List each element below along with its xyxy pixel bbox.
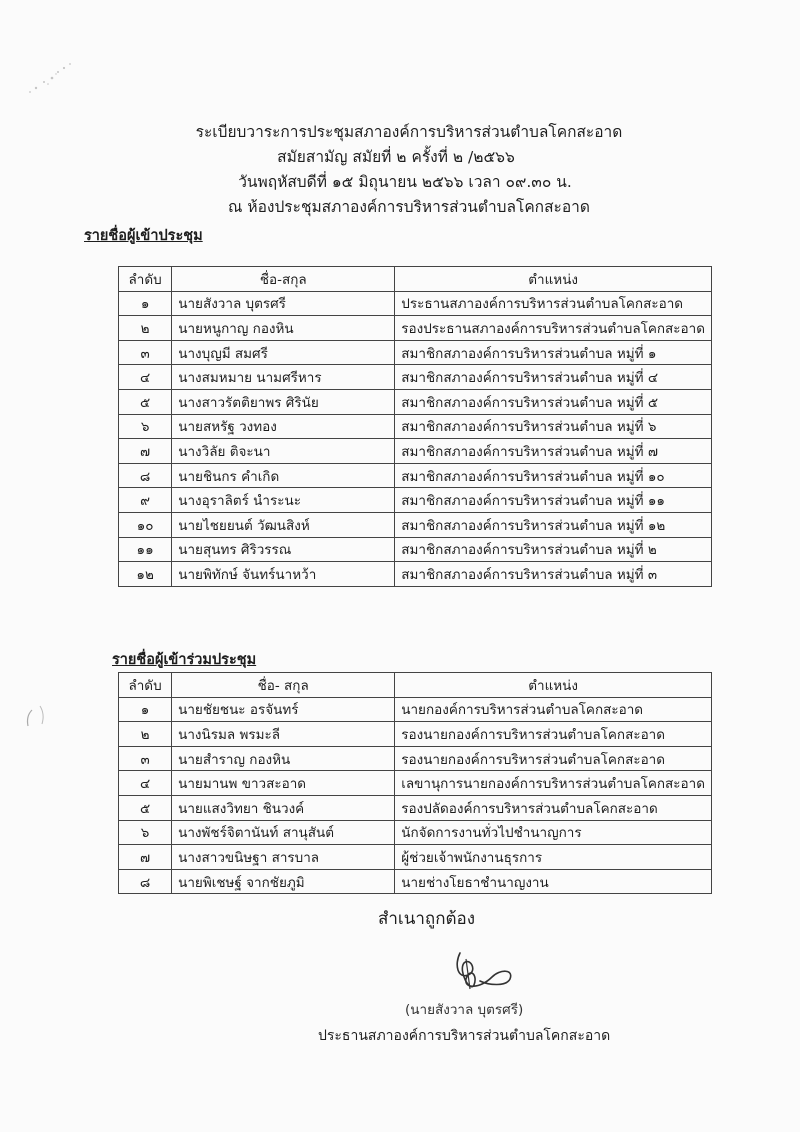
member-position: สมาชิกสภาองค์การบริหารส่วนตำบล หมู่ที่ ๒	[395, 537, 712, 562]
row-number: ๕	[119, 389, 172, 414]
member-position: สมาชิกสภาองค์การบริหารส่วนตำบล หมู่ที่ ๑๑	[395, 488, 712, 513]
table-row	[119, 771, 712, 796]
member-name: นางสาวรัตติยาพร ศิรินัย	[172, 389, 395, 414]
row-number: ๗	[119, 439, 172, 464]
row-number: ๑๒	[119, 562, 172, 587]
table-row	[119, 340, 712, 365]
table-row	[119, 697, 712, 722]
member-position: สมาชิกสภาองค์การบริหารส่วนตำบล หมู่ที่ ๔	[395, 365, 712, 390]
member-name: นายพิทักษ์ จันทร์นาหว้า	[172, 562, 395, 587]
member-name: นายชินกร คำเกิด	[172, 463, 395, 488]
member-name: นายพิเชษฐ์ จากชัยภูมิ	[172, 869, 395, 894]
member-name: นางพัชร์จิตานันท์ สานุสันต์	[172, 820, 395, 845]
row-number: ๘	[119, 869, 172, 894]
member-name: นายไชยยนต์ วัฒนสิงห์	[172, 512, 395, 537]
member-position: นายกองค์การบริหารส่วนตำบลโคกสะอาด	[395, 697, 712, 722]
agenda-title: ระเบียบวาระการประชุมสภาองค์การบริหารส่วนตำบลโคกสะอาด	[195, 123, 623, 141]
table-row	[119, 463, 712, 488]
member-position: นายช่างโยธาชำนาญงาน	[395, 869, 712, 894]
member-position: เลขานุการนายกองค์การบริหารส่วนตำบลโคกสะอาด	[395, 771, 712, 796]
attendees-table	[118, 266, 712, 587]
member-name: นางสมหมาย นามศรีหาร	[172, 365, 395, 390]
member-position: สมาชิกสภาองค์การบริหารส่วนตำบล หมู่ที่ ๗	[395, 439, 712, 464]
table-row	[119, 562, 712, 587]
table-row	[119, 746, 712, 771]
member-name: นางวิลัย ติจะนา	[172, 439, 395, 464]
table-row	[119, 869, 712, 894]
row-number: ๓	[119, 746, 172, 771]
member-name: นายสำราญ กองหิน	[172, 746, 395, 771]
signer-name: (นายสังวาล บุตรศรี)	[405, 1002, 524, 1018]
member-position: นักจัดการงานทั่วไปชำนาญการ	[395, 820, 712, 845]
member-name: นางอุราลิตร์ นำระนะ	[172, 488, 395, 513]
column-header-position: ตำแหน่ง	[395, 267, 712, 292]
table-row	[119, 845, 712, 870]
member-position: สมาชิกสภาองค์การบริหารส่วนตำบล หมู่ที่ ๕	[395, 389, 712, 414]
row-number: ๕	[119, 795, 172, 820]
table-row	[119, 389, 712, 414]
row-number: ๒	[119, 316, 172, 341]
table-row	[119, 795, 712, 820]
table-row	[119, 439, 712, 464]
row-number: ๙	[119, 488, 172, 513]
column-header-name: ชื่อ- สกุล	[172, 673, 395, 698]
member-name: นางนิรมล พรมะลี	[172, 722, 395, 747]
member-name: นายสหรัฐ วงทอง	[172, 414, 395, 439]
column-header-no: ลำดับ	[119, 267, 172, 292]
row-number: ๑๑	[119, 537, 172, 562]
member-name: นายสุนทร ศิริวรรณ	[172, 537, 395, 562]
member-position: รองประธานสภาองค์การบริหารส่วนตำบลโคกสะอาด	[395, 316, 712, 341]
row-number: ๒	[119, 722, 172, 747]
column-header-name: ชื่อ-สกุล	[172, 267, 395, 292]
table-row	[119, 820, 712, 845]
member-position: ประธานสภาองค์การบริหารส่วนตำบลโคกสะอาด	[395, 291, 712, 316]
row-number: ๑	[119, 291, 172, 316]
member-position: สมาชิกสภาองค์การบริหารส่วนตำบล หมู่ที่ ๖	[395, 414, 712, 439]
member-name: นายสังวาล บุตรศรี	[172, 291, 395, 316]
row-number: ๔	[119, 771, 172, 796]
member-position: รองนายกองค์การบริหารส่วนตำบลโคกสะอาด	[395, 746, 712, 771]
participants-table	[118, 672, 712, 894]
signer-position: ประธานสภาองค์การบริหารส่วนตำบลโคกสะอาด	[318, 1028, 611, 1044]
member-position: สมาชิกสภาองค์การบริหารส่วนตำบล หมู่ที่ ๑๐	[395, 463, 712, 488]
session-info: สมัยสามัญ สมัยที่ ๒ ครั้งที่ ๒ /๒๕๖๖	[277, 148, 515, 166]
member-name: นายแสงวิทยา ชินวงค์	[172, 795, 395, 820]
row-number: ๑	[119, 697, 172, 722]
member-position: สมาชิกสภาองค์การบริหารส่วนตำบล หมู่ที่ ๑	[395, 340, 712, 365]
member-name: นางบุญมี สมศรี	[172, 340, 395, 365]
table-row	[119, 365, 712, 390]
member-name: นายชัยชนะ อรจันทร์	[172, 697, 395, 722]
column-header-no: ลำดับ	[119, 673, 172, 698]
table-row	[119, 537, 712, 562]
table-header-row	[119, 673, 712, 698]
row-number: ๗	[119, 845, 172, 870]
table-row	[119, 316, 712, 341]
member-position: สมาชิกสภาองค์การบริหารส่วนตำบล หมู่ที่ ๓	[395, 562, 712, 587]
signature-icon	[440, 945, 530, 1005]
attendees-section-title: รายชื่อผู้เข้าประชุม	[84, 228, 203, 244]
table-row	[119, 488, 712, 513]
table-header-row	[119, 267, 712, 292]
row-number: ๖	[119, 820, 172, 845]
row-number: ๔	[119, 365, 172, 390]
meeting-venue: ณ ห้องประชุมสภาองค์การบริหารส่วนตำบลโคกสะอาด	[228, 198, 590, 216]
meeting-date: วันพฤหัสบดีที่ ๑๕ มิถุนายน ๒๕๖๖ เวลา ๐๙.๓๐ น.	[238, 173, 572, 191]
table-row	[119, 722, 712, 747]
table-row	[119, 512, 712, 537]
participants-section-title: รายชื่อผู้เข้าร่วมประชุม	[112, 652, 257, 668]
member-position: รองนายกองค์การบริหารส่วนตำบลโคกสะอาด	[395, 722, 712, 747]
member-position: ผู้ช่วยเจ้าพนักงานธุรการ	[395, 845, 712, 870]
document-header	[0, 120, 800, 220]
member-name: นายมานพ ขาวสะอาด	[172, 771, 395, 796]
member-name: นายหนูกาญ กองหิน	[172, 316, 395, 341]
table-row	[119, 291, 712, 316]
row-number: ๖	[119, 414, 172, 439]
member-name: นางสาวขนิษฐา สารบาล	[172, 845, 395, 870]
member-position: สมาชิกสภาองค์การบริหารส่วนตำบล หมู่ที่ ๑๒	[395, 512, 712, 537]
column-header-position: ตำแหน่ง	[395, 673, 712, 698]
member-position: รองปลัดองค์การบริหารส่วนตำบลโคกสะอาด	[395, 795, 712, 820]
table-row	[119, 414, 712, 439]
row-number: ๓	[119, 340, 172, 365]
row-number: ๑๐	[119, 512, 172, 537]
certified-copy-text: สำเนาถูกต้อง	[378, 909, 476, 929]
row-number: ๘	[119, 463, 172, 488]
